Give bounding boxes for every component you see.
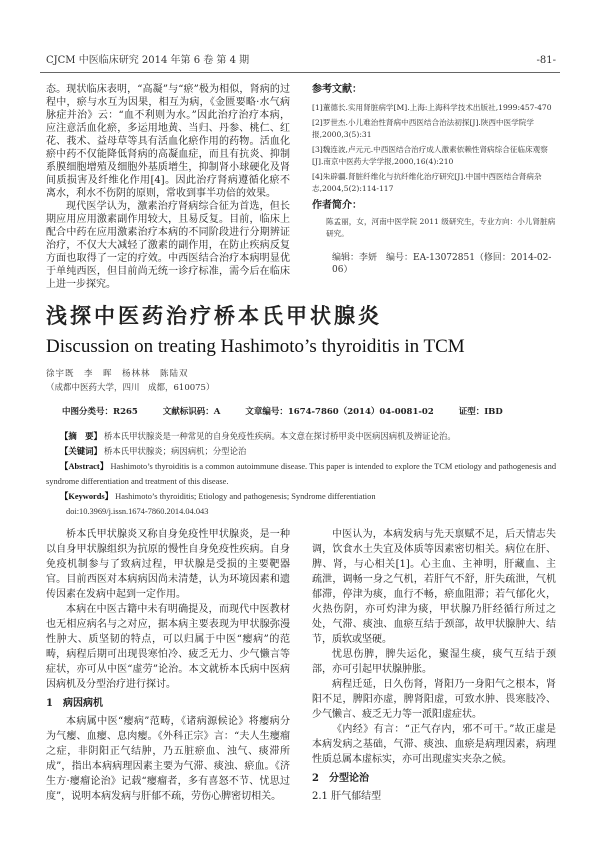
references-title: 参考文献： [312,84,362,95]
reference-item: [1]董德长.实用肾脏病学[M].上海:上海科学技术出版社,1999:457-470 [312,103,552,112]
paragraph: 态。现状临床表明，“高凝”与“瘀”极为相似，肾病的过程中，瘀与水互为因果，相互为病，《金匮要略·水气病脉症并治》云：“血不利则为水。”因此治疗治疗本病，应注意活血化瘀，多运用地黄、当归、丹参、桃仁、红花、莪术、益母草等具有活血化瘀作用的药物。活血化瘀中药不仅能降低肾病的高凝血症，而且有抗炎、抑制系膜细胞增殖及细胞外基质增生，抑制肾小球硬化及肾间质损害及纤维化作用[4]。因此治疗肾病遵循化瘀不离水，利水不伤阴的原则，常收到事半功倍的效果。 [46,84,290,199]
editor-note: 编辑：李妍 编号：EA-13072851（修回：2014-02-06） [332,253,552,275]
paragraph: 本病在中医古籍中未有明确提及，而现代中医教材也无相应病名与之对应，据本病主要表现为甲状腺弥漫性肿大、质坚韧的特点，可以归属于中医“瘿病”的范畴，病程后期可出现畏寒怕冷、疲乏无力、少气懒言等症状，亦可从中医“虚劳”论治。本文就桥本氏病中医病因病机及分型治疗进行探讨。 [46,604,290,690]
keywords-cn-label: 【关键词】 [60,447,102,456]
article-number: 文章编号：1674-7860（2014）04-0081-02 [245,407,434,417]
abstract-en-label: 【Abstract】 [60,462,109,471]
header-rule [40,72,560,73]
syndrome-type: 证型：IBD [458,407,503,417]
previous-article [46,83,556,291]
reference-item: [3]魏连波,卢元元.中西医结合治疗成人激素依赖性肾病综合征临床观察[J].南京中医药大学学报,2000,16(4):210 [312,145,548,166]
article-title-cn: 浅探中医药治疗桥本氏甲状腺炎 [46,304,382,328]
prev-article-left [46,83,290,291]
header-row [46,54,556,68]
references [312,83,556,276]
reference-item: [4]朱辟疆.肾脏纤维化与抗纤维化治疗研究[J].中国中西医结合肾病杂志,2004,5(2):114-117 [312,172,542,193]
reference-item: [2]罗世杰.小儿难治性肾病中西医结合治法初探[J].陕西中医学院学报,2000,3(5):31 [312,118,534,139]
paragraph: 现代医学认为，激素治疗肾病综合征为首选，但长期应用应用激素副作用较大，且易反复。目前，临床上配合中药在应用激素治疗本病的不同阶段进行分期辨证治疗，不仅大大减轻了激素的副作用，在防止疾病反复方面也取得了一定的疗效。中西医结合治疗本病明显优于单纯西医，但目前尚无统一诊疗标准，需今后在临床上进一步探究。 [46,201,290,290]
affiliation: （成都中医药大学，四川 成都，610075） [46,383,215,393]
body-right-column [312,527,556,804]
abstract-cn-label: 【摘 要】 [60,432,102,441]
subsection-heading: 2.1 肝气郁结型 [312,791,382,802]
running-header: CJCM 中医临床研究 2014 年第 6 卷 第 4 期 [46,55,250,66]
author-bio: 陈孟丽，女，河南中医学院 2011 级研究生，专业方向：小儿肾脏病研究。 [326,217,556,238]
paragraph: 病程迁延，日久伤肾，肾阳乃一身阳气之根本，肾阳不足，脾阳亦虚，脾肾阳虚，可致水肿、畏寒肢冷、少气懒言、疲乏无力等一派阳虚症状。 [312,679,556,720]
paragraph: 桥本氏甲状腺炎又称自身免疫性甲状腺炎，是一种以自身甲状腺组织为抗原的慢性自身免疫性疾病。自身免疫机制参与了致病过程，甲状腺是受损的主要靶器官。目前西医对本病病因尚未清楚，认为环境因素和遗传因素在发病中起到一定作用。 [46,529,290,600]
section-heading: 2 分型论治 [312,773,369,784]
body-left-column [46,527,290,804]
abstract-block [46,429,556,519]
keywords-en: Hashimoto’s thyroiditis; Etiology and pathogenesis; Syndrome differentiation [115,492,376,501]
classification-line [62,405,556,419]
document-code: 文献标识码：A [162,407,221,417]
clc-number: 中图分类号：R265 [62,407,138,417]
paragraph: 中医认为，本病发病与先天禀赋不足，后天情志失调，饮食水土失宜及体质等因素密切相关。病位在肝、脾、肾，与心相关[1]。心主血、主神明，肝藏血、主疏泄，调畅一身之气机，若肝气不舒，肝失疏泄，气机郁滞，停津为痰，血行不畅，瘀血阻滞；若气郁化火，火热伤阴，亦可灼津为痰，甲状腺乃肝经循行所过之处，气滞、痰浊、血瘀互结于颈部，故甲状腺肿大、结节，质软或坚硬。 [312,529,556,645]
paragraph: 本病属中医“瘿病”范畴，《诸病源候论》将瘿病分为气瘿、血瘿、息肉瘿。《外科正宗》言：“夫人生瘿瘤之症，非阴阳正气结肿，乃五脏瘀血、浊气、痰滞所成”，指出本病病理因素主要为气滞、痰浊、瘀血。《济生方·瘿瘤论治》记载“瘿瘤者，多有喜怒不节、忧思过度”，说明本病发病与肝郁不疏，劳伤心脾密切相关。 [46,716,290,802]
article-body [46,527,556,804]
paragraph: 忧思伤脾，脾失运化，聚湿生痰，痰气互结于颈部，亦可引起甲状腺肿胀。 [312,649,556,675]
page-number: -81- [536,55,556,66]
keywords-cn: 桥本氏甲状腺炎；病因病机；分型论治 [103,447,247,456]
author-intro-title: 作者简介： [312,200,362,211]
doi: doi:10.3969/j.issn.1674-7860.2014.04.043 [66,507,209,516]
abstract-cn: 桥本氏甲状腺炎是一种常见的自身免疫性疾病。本文意在探讨桥甲炎中医病因病机及辨证论治。 [103,432,456,441]
section-heading: 1 病因病机 [46,698,103,709]
authors: 徐宇既 李 晖 杨林林 陈陆双 [46,369,189,379]
abstract-en: Hashimoto’s thyroiditis is a common autoimmune disease. This paper is intended to explore the TCM etiology and pathogenesis and syndrome differentiation and treatment of this disease. [46,462,557,486]
article-title-en: Discussion on treating Hashimoto’s thyroiditis in TCM [46,336,465,357]
paragraph: 《内经》有言：“正气存内，邪不可干。”故正虚是本病发病之基础，气滞、痰浊、血瘀是病理因素，病理性质总属本虚标实，亦可出现虚实夹杂之候。 [312,724,556,765]
keywords-en-label: 【Keywords】 [60,492,114,501]
